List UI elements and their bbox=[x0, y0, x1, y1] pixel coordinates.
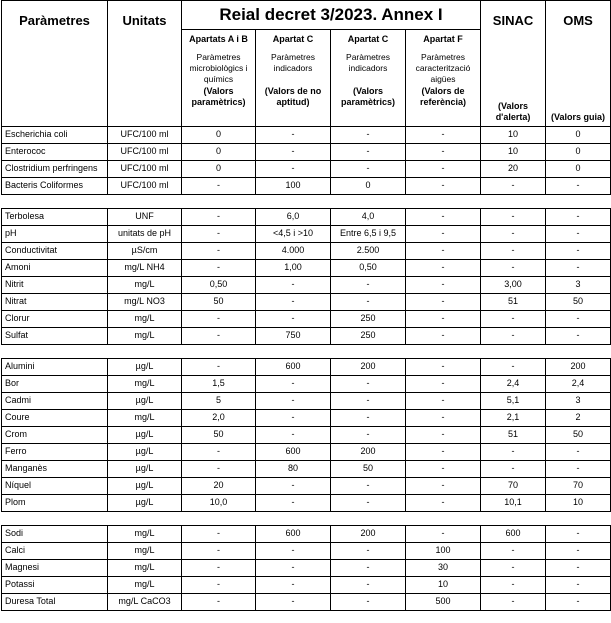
subheader-desc: Paràmetres microbiològics i químics bbox=[189, 51, 248, 84]
value-cell: - bbox=[406, 242, 481, 259]
parameter-name: Amoni bbox=[2, 259, 108, 276]
value-cell: 750 bbox=[256, 327, 331, 344]
separator-cell bbox=[2, 194, 108, 208]
separator-cell bbox=[108, 511, 182, 525]
value-cell: - bbox=[331, 409, 406, 426]
value-cell: - bbox=[546, 208, 611, 225]
unitats-header: Unitats bbox=[108, 1, 182, 127]
separator-cell bbox=[2, 344, 108, 358]
separator-cell bbox=[331, 511, 406, 525]
value-cell: 5 bbox=[182, 392, 256, 409]
unit-cell: UFC/100 ml bbox=[108, 177, 182, 194]
separator-cell bbox=[108, 194, 182, 208]
unit-cell: mg/L NO3 bbox=[108, 293, 182, 310]
value-cell: - bbox=[331, 143, 406, 160]
unit-cell: µg/L bbox=[108, 443, 182, 460]
value-cell: - bbox=[406, 327, 481, 344]
value-cell: - bbox=[406, 358, 481, 375]
value-cell: - bbox=[406, 225, 481, 242]
value-cell: - bbox=[546, 310, 611, 327]
sinac-note: (Valors d'alerta) bbox=[495, 100, 531, 122]
table-row bbox=[2, 477, 611, 494]
parameter-name: Crom bbox=[2, 426, 108, 443]
value-cell: 51 bbox=[481, 426, 546, 443]
table-row bbox=[2, 293, 611, 310]
value-cell: 2,0 bbox=[182, 409, 256, 426]
sinac-header: SINAC bbox=[481, 1, 546, 30]
table-row bbox=[2, 143, 611, 160]
value-cell: - bbox=[406, 259, 481, 276]
unit-cell: µg/L bbox=[108, 494, 182, 511]
value-cell: - bbox=[182, 525, 256, 542]
value-cell: - bbox=[256, 276, 331, 293]
value-cell: - bbox=[182, 460, 256, 477]
table-row bbox=[2, 409, 611, 426]
unit-cell: unitats de pH bbox=[108, 225, 182, 242]
separator-cell bbox=[256, 344, 331, 358]
table-row bbox=[2, 460, 611, 477]
sinac-note-cell bbox=[481, 29, 546, 126]
value-cell: - bbox=[331, 542, 406, 559]
parameter-name: Terbolesa bbox=[2, 208, 108, 225]
subheader-title: Apartat F bbox=[423, 33, 463, 44]
value-cell: - bbox=[182, 443, 256, 460]
value-cell: - bbox=[256, 542, 331, 559]
oms-header: OMS bbox=[546, 1, 611, 30]
value-cell: 6,0 bbox=[256, 208, 331, 225]
table-row bbox=[2, 426, 611, 443]
value-cell: 2.500 bbox=[331, 242, 406, 259]
parameter-name: Ferro bbox=[2, 443, 108, 460]
subheader-note: (Valors de referència) bbox=[419, 85, 467, 107]
value-cell: - bbox=[331, 126, 406, 143]
table-row bbox=[2, 559, 611, 576]
subheader-apartat-c-no-aptitud bbox=[256, 29, 331, 126]
table-row bbox=[2, 225, 611, 242]
value-cell: 0 bbox=[182, 126, 256, 143]
unit-cell: UFC/100 ml bbox=[108, 143, 182, 160]
parameter-name: Cadmi bbox=[2, 392, 108, 409]
value-cell: - bbox=[331, 576, 406, 593]
value-cell: 0 bbox=[546, 143, 611, 160]
unit-cell: µg/L bbox=[108, 426, 182, 443]
value-cell: 500 bbox=[406, 593, 481, 610]
value-cell: - bbox=[406, 525, 481, 542]
table-row bbox=[2, 276, 611, 293]
table-row bbox=[2, 542, 611, 559]
value-cell: - bbox=[481, 559, 546, 576]
subheader-note: (Valors paramètrics) bbox=[191, 85, 246, 107]
value-cell: - bbox=[256, 576, 331, 593]
value-cell: - bbox=[546, 327, 611, 344]
value-cell: - bbox=[406, 276, 481, 293]
subheader-title: Apartat C bbox=[347, 33, 389, 44]
value-cell: - bbox=[182, 327, 256, 344]
value-cell: 50 bbox=[182, 293, 256, 310]
value-cell: 200 bbox=[331, 358, 406, 375]
table-row bbox=[2, 443, 611, 460]
value-cell: - bbox=[406, 143, 481, 160]
value-cell: - bbox=[331, 276, 406, 293]
value-cell: - bbox=[406, 477, 481, 494]
separator-cell bbox=[2, 511, 108, 525]
unit-cell: µS/cm bbox=[108, 242, 182, 259]
value-cell: - bbox=[481, 358, 546, 375]
value-cell: - bbox=[481, 225, 546, 242]
unit-cell: mg/L bbox=[108, 525, 182, 542]
value-cell: 600 bbox=[256, 525, 331, 542]
value-cell: - bbox=[546, 225, 611, 242]
table-row bbox=[2, 310, 611, 327]
value-cell: - bbox=[481, 593, 546, 610]
value-cell: - bbox=[406, 409, 481, 426]
unit-cell: mg/L bbox=[108, 576, 182, 593]
value-cell: 2,4 bbox=[481, 375, 546, 392]
value-cell: - bbox=[256, 126, 331, 143]
separator-cell bbox=[182, 194, 256, 208]
value-cell: - bbox=[256, 143, 331, 160]
value-cell: 100 bbox=[256, 177, 331, 194]
value-cell: 3 bbox=[546, 276, 611, 293]
separator-cell bbox=[331, 194, 406, 208]
table-row bbox=[2, 160, 611, 177]
separator-cell bbox=[406, 194, 481, 208]
table-row bbox=[2, 177, 611, 194]
value-cell: - bbox=[256, 593, 331, 610]
value-cell: - bbox=[546, 525, 611, 542]
value-cell: 0 bbox=[182, 143, 256, 160]
value-cell: 0 bbox=[546, 126, 611, 143]
value-cell: - bbox=[546, 242, 611, 259]
parameter-name: Bor bbox=[2, 375, 108, 392]
separator-cell bbox=[182, 344, 256, 358]
value-cell: - bbox=[182, 225, 256, 242]
page-title: Reial decret 3/2023. Annex I bbox=[182, 1, 481, 30]
value-cell: - bbox=[256, 310, 331, 327]
value-cell: - bbox=[406, 160, 481, 177]
value-cell: 50 bbox=[182, 426, 256, 443]
unit-cell: µg/L bbox=[108, 460, 182, 477]
separator-cell bbox=[481, 194, 546, 208]
header-row-top bbox=[2, 1, 611, 30]
value-cell: 250 bbox=[331, 310, 406, 327]
value-cell: - bbox=[182, 177, 256, 194]
unit-cell: UNF bbox=[108, 208, 182, 225]
value-cell: - bbox=[481, 542, 546, 559]
value-cell: - bbox=[182, 310, 256, 327]
value-cell: 20 bbox=[481, 160, 546, 177]
oms-note-cell bbox=[546, 29, 611, 126]
value-cell: - bbox=[406, 126, 481, 143]
separator-cell bbox=[481, 344, 546, 358]
value-cell: 50 bbox=[331, 460, 406, 477]
parameter-name: Alumini bbox=[2, 358, 108, 375]
value-cell: 600 bbox=[256, 443, 331, 460]
table-row bbox=[2, 327, 611, 344]
value-cell: - bbox=[256, 293, 331, 310]
value-cell: 100 bbox=[406, 542, 481, 559]
value-cell: Entre 6,5 i 9,5 bbox=[331, 225, 406, 242]
separator-cell bbox=[406, 344, 481, 358]
unit-cell: mg/L CaCO3 bbox=[108, 593, 182, 610]
unit-cell: mg/L bbox=[108, 409, 182, 426]
subheader-title: Apartats A i B bbox=[189, 33, 248, 44]
value-cell: - bbox=[256, 160, 331, 177]
value-cell: - bbox=[481, 460, 546, 477]
table-row bbox=[2, 392, 611, 409]
value-cell: 3 bbox=[546, 392, 611, 409]
oms-note: (Valors guia) bbox=[551, 111, 606, 122]
unit-cell: mg/L bbox=[108, 559, 182, 576]
value-cell: 10 bbox=[406, 576, 481, 593]
subheader-desc: Paràmetres indicadors bbox=[346, 51, 390, 73]
value-cell: 200 bbox=[331, 443, 406, 460]
separator-cell bbox=[546, 511, 611, 525]
subheader-note: (Valors de no aptitud) bbox=[264, 85, 322, 107]
group-separator bbox=[2, 511, 611, 525]
unit-cell: mg/L bbox=[108, 542, 182, 559]
parameter-name: Bacteris Coliformes bbox=[2, 177, 108, 194]
value-cell: - bbox=[182, 358, 256, 375]
value-cell: <4,5 i >10 bbox=[256, 225, 331, 242]
parameter-name: Manganès bbox=[2, 460, 108, 477]
parameter-name: Potassi bbox=[2, 576, 108, 593]
value-cell: 0 bbox=[182, 160, 256, 177]
parameter-name: Conductivitat bbox=[2, 242, 108, 259]
unit-cell: UFC/100 ml bbox=[108, 160, 182, 177]
table-row bbox=[2, 126, 611, 143]
parameter-name: Coure bbox=[2, 409, 108, 426]
value-cell: - bbox=[481, 242, 546, 259]
value-cell: 10 bbox=[481, 126, 546, 143]
parameter-name: Sulfat bbox=[2, 327, 108, 344]
value-cell: - bbox=[546, 576, 611, 593]
value-cell: 600 bbox=[481, 525, 546, 542]
separator-cell bbox=[256, 194, 331, 208]
value-cell: 70 bbox=[546, 477, 611, 494]
parameter-name: Clostridium perfringens bbox=[2, 160, 108, 177]
table-row bbox=[2, 525, 611, 542]
parameter-name: Enterococ bbox=[2, 143, 108, 160]
separator-cell bbox=[546, 344, 611, 358]
value-cell: - bbox=[406, 310, 481, 327]
table-row bbox=[2, 576, 611, 593]
subheader-apartat-c-parametrics bbox=[331, 29, 406, 126]
value-cell: 50 bbox=[546, 293, 611, 310]
value-cell: 200 bbox=[546, 358, 611, 375]
group-separator bbox=[2, 344, 611, 358]
value-cell: 0,50 bbox=[331, 259, 406, 276]
value-cell: - bbox=[481, 259, 546, 276]
subheader-desc: Paràmetres indicadors bbox=[271, 51, 315, 73]
value-cell: 50 bbox=[546, 426, 611, 443]
value-cell: - bbox=[546, 559, 611, 576]
separator-cell bbox=[182, 511, 256, 525]
value-cell: - bbox=[331, 593, 406, 610]
subheader-title: Apartat C bbox=[272, 33, 314, 44]
value-cell: 0,50 bbox=[182, 276, 256, 293]
value-cell: 80 bbox=[256, 460, 331, 477]
unit-cell: mg/L bbox=[108, 310, 182, 327]
value-cell: 51 bbox=[481, 293, 546, 310]
table-row bbox=[2, 208, 611, 225]
unit-cell: mg/L NH4 bbox=[108, 259, 182, 276]
group-separator bbox=[2, 194, 611, 208]
value-cell: 4.000 bbox=[256, 242, 331, 259]
value-cell: - bbox=[406, 460, 481, 477]
value-cell: - bbox=[256, 375, 331, 392]
value-cell: - bbox=[256, 494, 331, 511]
value-cell: - bbox=[406, 392, 481, 409]
value-cell: - bbox=[331, 392, 406, 409]
value-cell: - bbox=[256, 409, 331, 426]
subheader-note: (Valors paramètrics) bbox=[340, 85, 396, 107]
value-cell: 0 bbox=[331, 177, 406, 194]
value-cell: 2 bbox=[546, 409, 611, 426]
value-cell: - bbox=[546, 177, 611, 194]
parameter-name: pH bbox=[2, 225, 108, 242]
value-cell: - bbox=[256, 559, 331, 576]
parameter-name: Magnesi bbox=[2, 559, 108, 576]
table-body bbox=[2, 126, 611, 610]
value-cell: - bbox=[481, 177, 546, 194]
value-cell: - bbox=[546, 593, 611, 610]
value-cell: - bbox=[546, 460, 611, 477]
value-cell: - bbox=[182, 259, 256, 276]
separator-cell bbox=[481, 511, 546, 525]
value-cell: - bbox=[406, 494, 481, 511]
value-cell: 2,4 bbox=[546, 375, 611, 392]
value-cell: 70 bbox=[481, 477, 546, 494]
value-cell: 5,1 bbox=[481, 392, 546, 409]
value-cell: 250 bbox=[331, 327, 406, 344]
subheader-apartats-a-b bbox=[182, 29, 256, 126]
value-cell: - bbox=[182, 593, 256, 610]
value-cell: - bbox=[406, 208, 481, 225]
value-cell: - bbox=[481, 443, 546, 460]
table-row bbox=[2, 494, 611, 511]
table-row bbox=[2, 593, 611, 610]
value-cell: - bbox=[256, 392, 331, 409]
value-cell: - bbox=[331, 426, 406, 443]
parameter-name: Níquel bbox=[2, 477, 108, 494]
value-cell: - bbox=[406, 443, 481, 460]
value-cell: - bbox=[406, 426, 481, 443]
value-cell: 4,0 bbox=[331, 208, 406, 225]
value-cell: 30 bbox=[406, 559, 481, 576]
value-cell: 3,00 bbox=[481, 276, 546, 293]
value-cell: - bbox=[481, 310, 546, 327]
value-cell: - bbox=[481, 327, 546, 344]
value-cell: 10,0 bbox=[182, 494, 256, 511]
unit-cell: µg/L bbox=[108, 358, 182, 375]
table-row bbox=[2, 259, 611, 276]
separator-cell bbox=[406, 511, 481, 525]
value-cell: - bbox=[331, 494, 406, 511]
table-row bbox=[2, 242, 611, 259]
parameter-name: Sodi bbox=[2, 525, 108, 542]
subheader-desc: Paràmetres caracterització aigües bbox=[415, 51, 471, 84]
unit-cell: UFC/100 ml bbox=[108, 126, 182, 143]
separator-cell bbox=[256, 511, 331, 525]
unit-cell: µg/L bbox=[108, 477, 182, 494]
value-cell: - bbox=[182, 208, 256, 225]
subheader-apartat-f bbox=[406, 29, 481, 126]
unit-cell: mg/L bbox=[108, 327, 182, 344]
value-cell: 1,00 bbox=[256, 259, 331, 276]
water-parameters-table bbox=[1, 0, 611, 611]
value-cell: - bbox=[256, 426, 331, 443]
parametres-header: Paràmetres bbox=[2, 1, 108, 127]
value-cell: - bbox=[331, 160, 406, 177]
value-cell: - bbox=[546, 542, 611, 559]
unit-cell: µg/L bbox=[108, 392, 182, 409]
value-cell: - bbox=[331, 375, 406, 392]
table-row bbox=[2, 358, 611, 375]
value-cell: - bbox=[331, 477, 406, 494]
value-cell: 2,1 bbox=[481, 409, 546, 426]
value-cell: - bbox=[182, 542, 256, 559]
value-cell: 20 bbox=[182, 477, 256, 494]
parameter-name: Nitrat bbox=[2, 293, 108, 310]
value-cell: - bbox=[406, 293, 481, 310]
value-cell: 10 bbox=[546, 494, 611, 511]
value-cell: - bbox=[481, 576, 546, 593]
value-cell: - bbox=[182, 576, 256, 593]
separator-cell bbox=[108, 344, 182, 358]
parameter-name: Duresa Total bbox=[2, 593, 108, 610]
value-cell: - bbox=[406, 375, 481, 392]
value-cell: - bbox=[256, 477, 331, 494]
unit-cell: mg/L bbox=[108, 276, 182, 293]
value-cell: - bbox=[331, 559, 406, 576]
value-cell: - bbox=[406, 177, 481, 194]
value-cell: 0 bbox=[546, 160, 611, 177]
parameter-name: Nitrit bbox=[2, 276, 108, 293]
value-cell: 10,1 bbox=[481, 494, 546, 511]
value-cell: - bbox=[546, 443, 611, 460]
value-cell: - bbox=[182, 242, 256, 259]
value-cell: 600 bbox=[256, 358, 331, 375]
parameter-name: Plom bbox=[2, 494, 108, 511]
separator-cell bbox=[331, 344, 406, 358]
value-cell: - bbox=[481, 208, 546, 225]
value-cell: 1,5 bbox=[182, 375, 256, 392]
parameter-name: Escherichia coli bbox=[2, 126, 108, 143]
value-cell: - bbox=[546, 259, 611, 276]
separator-cell bbox=[546, 194, 611, 208]
value-cell: 200 bbox=[331, 525, 406, 542]
value-cell: - bbox=[182, 559, 256, 576]
value-cell: 10 bbox=[481, 143, 546, 160]
parameter-name: Clorur bbox=[2, 310, 108, 327]
value-cell: - bbox=[331, 293, 406, 310]
table-row bbox=[2, 375, 611, 392]
unit-cell: mg/L bbox=[108, 375, 182, 392]
parameter-name: Calci bbox=[2, 542, 108, 559]
